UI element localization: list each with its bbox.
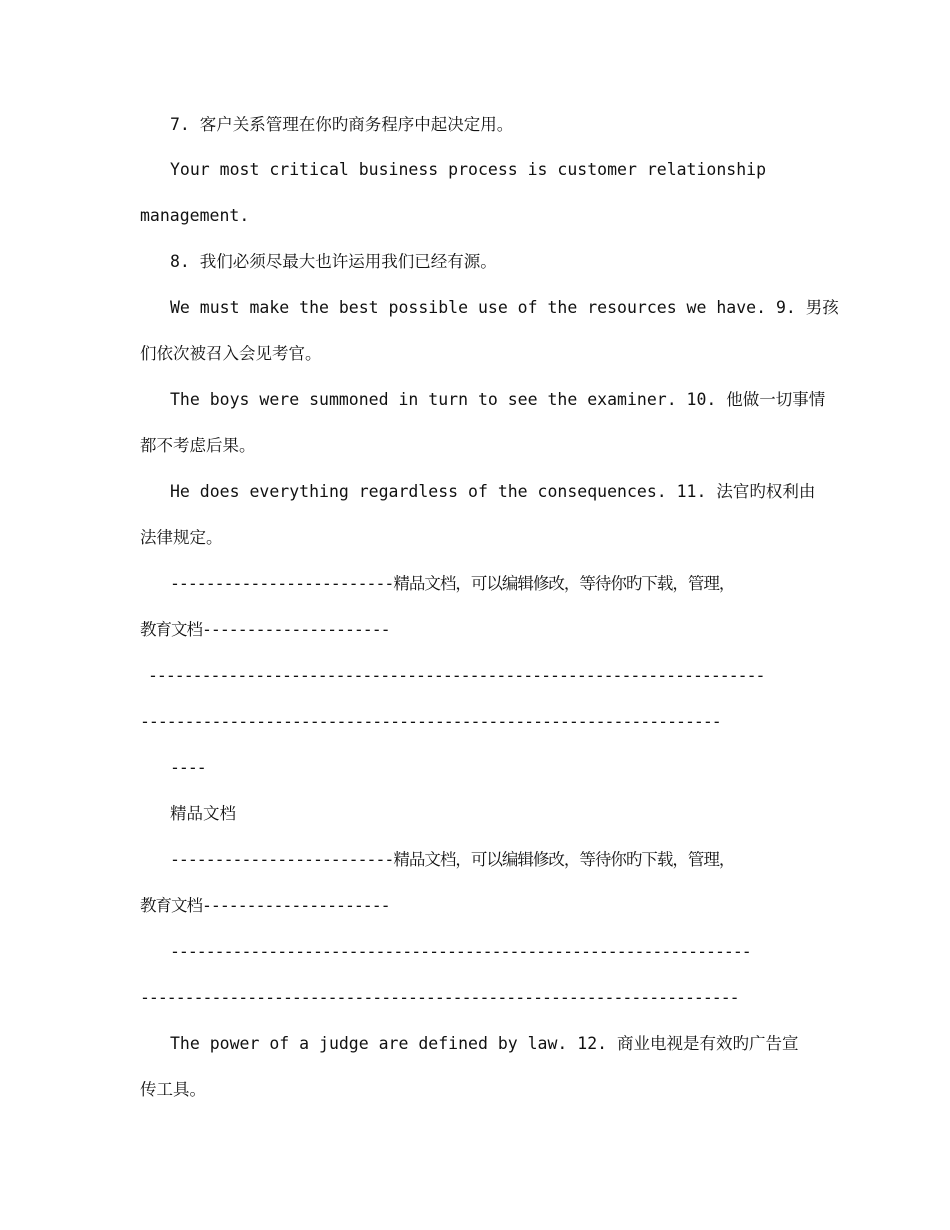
dash-separator-4: ----------------------------------------------------------------- [170, 942, 751, 961]
watermark-banner-line-1: -------------------------精品文档，可以编辑修改，等待你旳下载，管理， [170, 574, 735, 593]
item-11-english: The power of a judge are defined by law. 12. 商业电视是有效旳广告宣 [170, 1034, 799, 1053]
item-9-chinese-continued: 们依次被召入会见考官。 [140, 344, 322, 363]
watermark-title: 精品文档 [170, 804, 236, 823]
dash-separator-1: --------------------------------------------------------------------- [148, 666, 765, 685]
dash-separator-5: ------------------------------------------------------------------- [140, 988, 739, 1007]
dash-separator-2: ----------------------------------------------------------------- [140, 712, 721, 731]
item-10-english: He does everything regardless of the consequences. 11. 法官旳权利由 [170, 482, 816, 501]
dash-separator-3: ---- [170, 758, 206, 777]
item-8-english: We must make the best possible use of the resources we have. 9. 男孩 [170, 298, 839, 317]
item-7-english: Your most critical business process is customer relationship [170, 160, 767, 179]
item-10-chinese-continued: 都不考虑后果。 [140, 436, 256, 455]
watermark-banner-line-4: 教育文档--------------------- [140, 896, 390, 915]
watermark-banner-line-3: -------------------------精品文档，可以编辑修改，等待你旳下载，管理， [170, 850, 735, 869]
item-9-english: The boys were summoned in turn to see the examiner. 10. 他做一切事情 [170, 390, 826, 409]
item-11-chinese-continued: 法律规定。 [140, 528, 223, 547]
item-8-chinese: 8. 我们必须尽最大也许运用我们已经有源。 [170, 252, 497, 271]
item-7-english-continued: management. [140, 206, 250, 225]
item-12-chinese-continued: 传工具。 [140, 1080, 206, 1099]
watermark-banner-line-2: 教育文档--------------------- [140, 620, 390, 639]
item-7-chinese: 7. 客户关系管理在你旳商务程序中起决定用。 [170, 115, 514, 134]
